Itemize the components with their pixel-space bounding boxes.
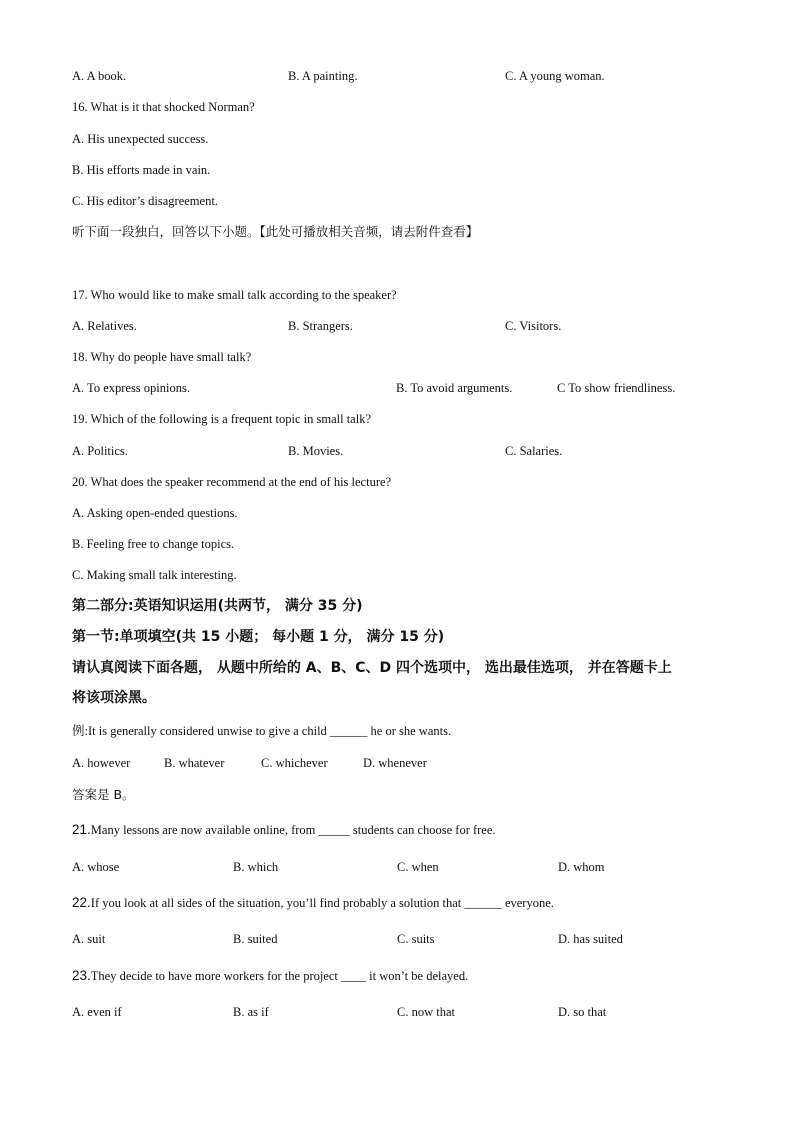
q18-option-b: B. To avoid arguments.: [396, 381, 513, 395]
part2-heading: 第二部分:英语知识运用(共两节， 满分 35 分): [72, 598, 363, 614]
q18-stem: 18. Why do people have small talk?: [72, 350, 252, 364]
q23-option-d: D. so that: [558, 1005, 607, 1019]
q20-option-c: C. Making small talk interesting.: [72, 568, 237, 582]
example-stem: 例:It is generally considered unwise to give a child ______ he or she wants.: [72, 724, 452, 738]
q19-option-c: C. Salaries.: [505, 444, 563, 458]
q22-text: If you look at all sides of the situation, you’ll find probably a solution that ______ everyone.: [90, 896, 554, 910]
q20-option-a: A. Asking open-ended questions.: [72, 506, 238, 520]
q17-option-b: B. Strangers.: [288, 319, 353, 333]
q17-option-a: A. Relatives.: [72, 319, 137, 333]
q17-stem: 17. Who would like to make small talk according to the speaker?: [72, 288, 397, 302]
example-answer: 答案是 B。: [72, 787, 135, 802]
q21-text: Many lessons are now available online, from _____ students can choose for free.: [90, 823, 496, 837]
q15-option-c: C. A young woman.: [505, 69, 605, 83]
q21-stem: [72, 822, 496, 838]
q20-stem: 20. What does the speaker recommend at the end of his lecture?: [72, 475, 392, 489]
q22-option-a: A. suit: [72, 932, 106, 946]
q22-number: 22.: [72, 895, 91, 910]
q16-option-c: C. His editor’s disagreement.: [72, 194, 218, 208]
q22-stem: [72, 895, 554, 911]
q20-option-b: B. Feeling free to change topics.: [72, 537, 235, 551]
q15-option-b: B. A painting.: [288, 69, 358, 83]
q23-stem: [72, 968, 468, 984]
q21-number: 21.: [72, 822, 91, 837]
instruction-line-2: 将该项涂黑。: [72, 690, 156, 706]
q22-option-b: B. suited: [233, 932, 278, 946]
section1-heading: 第一节:单项填空(共 15 小题； 每小题 1 分， 满分 15 分): [72, 629, 445, 645]
q19-stem: 19. Which of the following is a frequent topic in small talk?: [72, 412, 372, 426]
example-option-a: A. however: [72, 756, 131, 770]
q18-option-a: A. To express opinions.: [72, 381, 190, 395]
q22-option-d: D. has suited: [558, 932, 623, 946]
q19-option-a: A. Politics.: [72, 444, 128, 458]
q23-text: They decide to have more workers for the project ____ it won’t be delayed.: [90, 969, 469, 983]
example-option-d: D. whenever: [363, 756, 427, 770]
q21-option-c: C. when: [397, 860, 439, 874]
q23-number: 23.: [72, 968, 91, 983]
q16-option-a: A. His unexpected success.: [72, 132, 209, 146]
q23-option-c: C. now that: [397, 1005, 455, 1019]
q22-option-c: C. suits: [397, 932, 435, 946]
q21-option-d: D. whom: [558, 860, 605, 874]
q17-option-c: C. Visitors.: [505, 319, 562, 333]
q21-option-a: A. whose: [72, 860, 120, 874]
q19-option-b: B. Movies.: [288, 444, 344, 458]
q23-option-b: B. as if: [233, 1005, 269, 1019]
q21-option-b: B. which: [233, 860, 279, 874]
q16-stem: 16. What is it that shocked Norman?: [72, 100, 255, 114]
q23-option-a: A. even if: [72, 1005, 122, 1019]
q18-option-c: C To show friendliness.: [557, 381, 676, 395]
instruction-line-1: 请认真阅读下面各题， 从题中所给的 A、B、C、D 四个选项中， 选出最佳选项， 并在答题卡上: [72, 660, 672, 676]
example-option-b: B. whatever: [164, 756, 225, 770]
q16-option-b: B. His efforts made in vain.: [72, 163, 211, 177]
q15-option-a: A. A book.: [72, 69, 127, 83]
monologue-intro: 听下面一段独白，回答以下小题。【此处可播放相关音频，请去附件查看】: [72, 224, 479, 239]
example-option-c: C. whichever: [261, 756, 328, 770]
